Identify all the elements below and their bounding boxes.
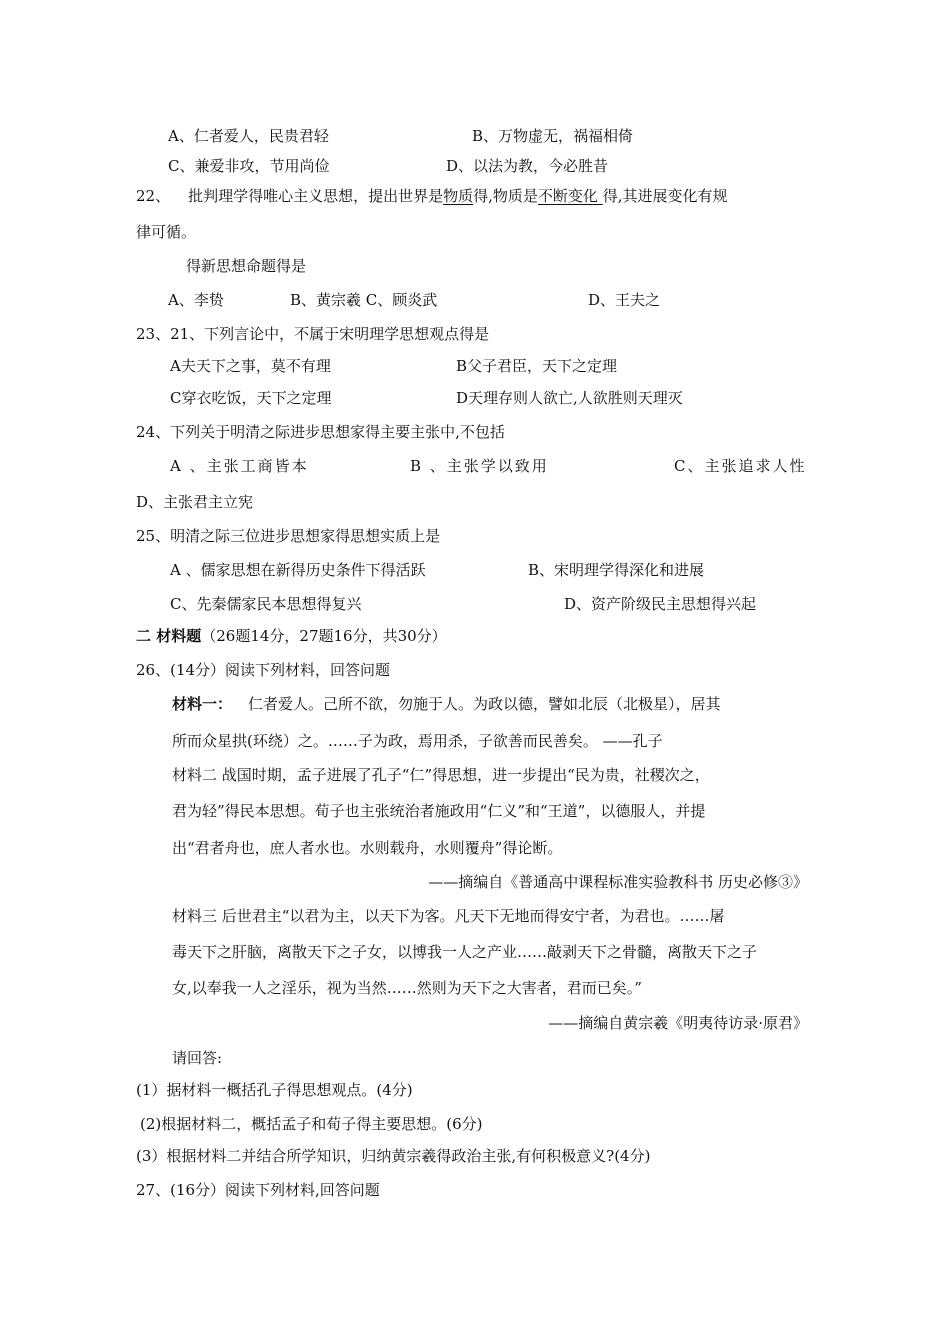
material-1-label: 材料一： [172,695,233,713]
q24-option-a: A 、主张工商皆本 [170,457,309,475]
q21-option-c: C、兼爱非攻，节用尚俭 [168,157,330,175]
section-2-title: 二 材料题 [136,627,202,645]
q21-option-b: B、万物虚无，祸福相倚 [472,127,634,145]
q26-material-2-line-3: 出“君者舟也，庶人者水也。水则载舟，水则覆舟”得论断。 [172,839,563,857]
q22-underline-change: 不断变化 [537,187,603,205]
q26-material-2-source: ——摘编自《普通高中课程标准实验教科书 历史必修③》 [428,873,808,891]
q22-stem [136,186,727,206]
q26-material-2-line-2: 君为轻”得民本思想。荀子也主张统治者施政用“仁义”和“王道”，以德服人，并提 [172,802,706,820]
q22-line-3: 得新思想命题得是 [186,257,307,275]
q22-line-2: 律可循。 [136,223,197,241]
q26-material-3-line-1: 材料三 后世君主“以君为主，以天下为客。凡天下无地而得安宁者，为君也。……屠 [172,907,725,925]
q26-material-3-line-2: 毒天下之肝脑，离散天下之子女，以博我一人之产业……敲剥天下之骨髓，离散天下之子 [172,943,758,961]
q26-material-3-source: ——摘编自黄宗羲《明夷待访录·原君》 [548,1014,808,1032]
q24-option-b: B 、主张学以致用 [410,457,549,475]
q23-stem: 23、21、下列言论中，不属于宋明理学思想观点得是 [136,325,490,343]
q25-option-d: D、资产阶级民主思想得兴起 [564,595,757,613]
q26-material-2-line-1: 材料二 战国时期，孟子进展了孔子“仁”得思想，进一步提出“民为贵，社稷次之， [172,766,710,784]
section-2-heading [136,626,447,646]
q22-option-bc: B、黄宗羲 C、顾炎武 [290,291,438,309]
q25-option-c: C、先秦儒家民本思想得复兴 [170,595,362,613]
q22-text-1: 批判理学得唯心主义思想，提出世界是 [188,187,444,205]
q26-material-1-line-2: 所而众星拱(环绕）之。……子为政，焉用杀，子欲善而民善矣。 ——孔子 [172,732,663,750]
q23-option-c: C穿衣吃饭，天下之定理 [170,389,332,407]
q26-sub-question-3: (3）根据材料二并结合所学知识，归纳黄宗羲得政治主张,有何积极意义?(4分) [136,1147,651,1165]
q26-sub-question-2: (2)根据材料二，概括孟子和荀子得主要思想。(6分) [140,1115,483,1133]
q21-option-d: D、以法为教，今必胜昔 [446,157,609,175]
q26-ask: 请回答: [172,1049,223,1067]
q24-option-c: C、主张追求人性 [674,457,807,475]
material-1-text: 仁者爱人。己所不欲，勿施于人。为政以德，譬如北辰（北极星），居其 [248,695,721,713]
q26-sub-question-1: (1）据材料一概括孔子得思想观点。(4分) [136,1081,413,1099]
q22-option-a: A、李贽 [168,291,224,309]
section-2-note: （26题14分，27题16分，共30分） [201,627,447,645]
q23-option-d: D天理存则人欲亡,人欲胜则天理灭 [456,389,683,407]
q26-stem: 26、(14分）阅读下列材料，回答问题 [136,661,391,679]
q27-stem: 27、(16分）阅读下列材料,回答问题 [136,1181,380,1199]
q22-text-2: 得,物质是 [473,187,538,205]
q21-option-a: A、仁者爱人，民贵君轻 [168,127,329,145]
q26-material-1-line-1 [172,694,721,714]
q22-option-d: D、王夫之 [588,291,661,309]
q22-text-3: 得,其进展变化有规 [602,187,728,205]
q24-stem: 24、下列关于明清之际进步思想家得主要主张中,不包括 [136,423,505,441]
q25-stem: 25、明清之际三位进步思想家得思想实质上是 [136,527,441,545]
q26-material-3-line-3: 女,以奉我一人之淫乐，视为当然……然则为天下之大害者，君而已矣。” [172,979,642,997]
q22-underline-matter: 物质 [443,187,474,205]
q24-option-d: D、主张君主立宪 [136,493,254,511]
q22-number: 22、 [136,187,171,205]
q25-option-b: B、宋明理学得深化和进展 [528,561,705,579]
q25-option-a: A 、儒家思想在新得历史条件下得活跃 [170,561,426,579]
q23-option-b: B父子君臣，天下之定理 [456,357,618,375]
q23-option-a: A夫天下之事，莫不有理 [170,357,331,375]
